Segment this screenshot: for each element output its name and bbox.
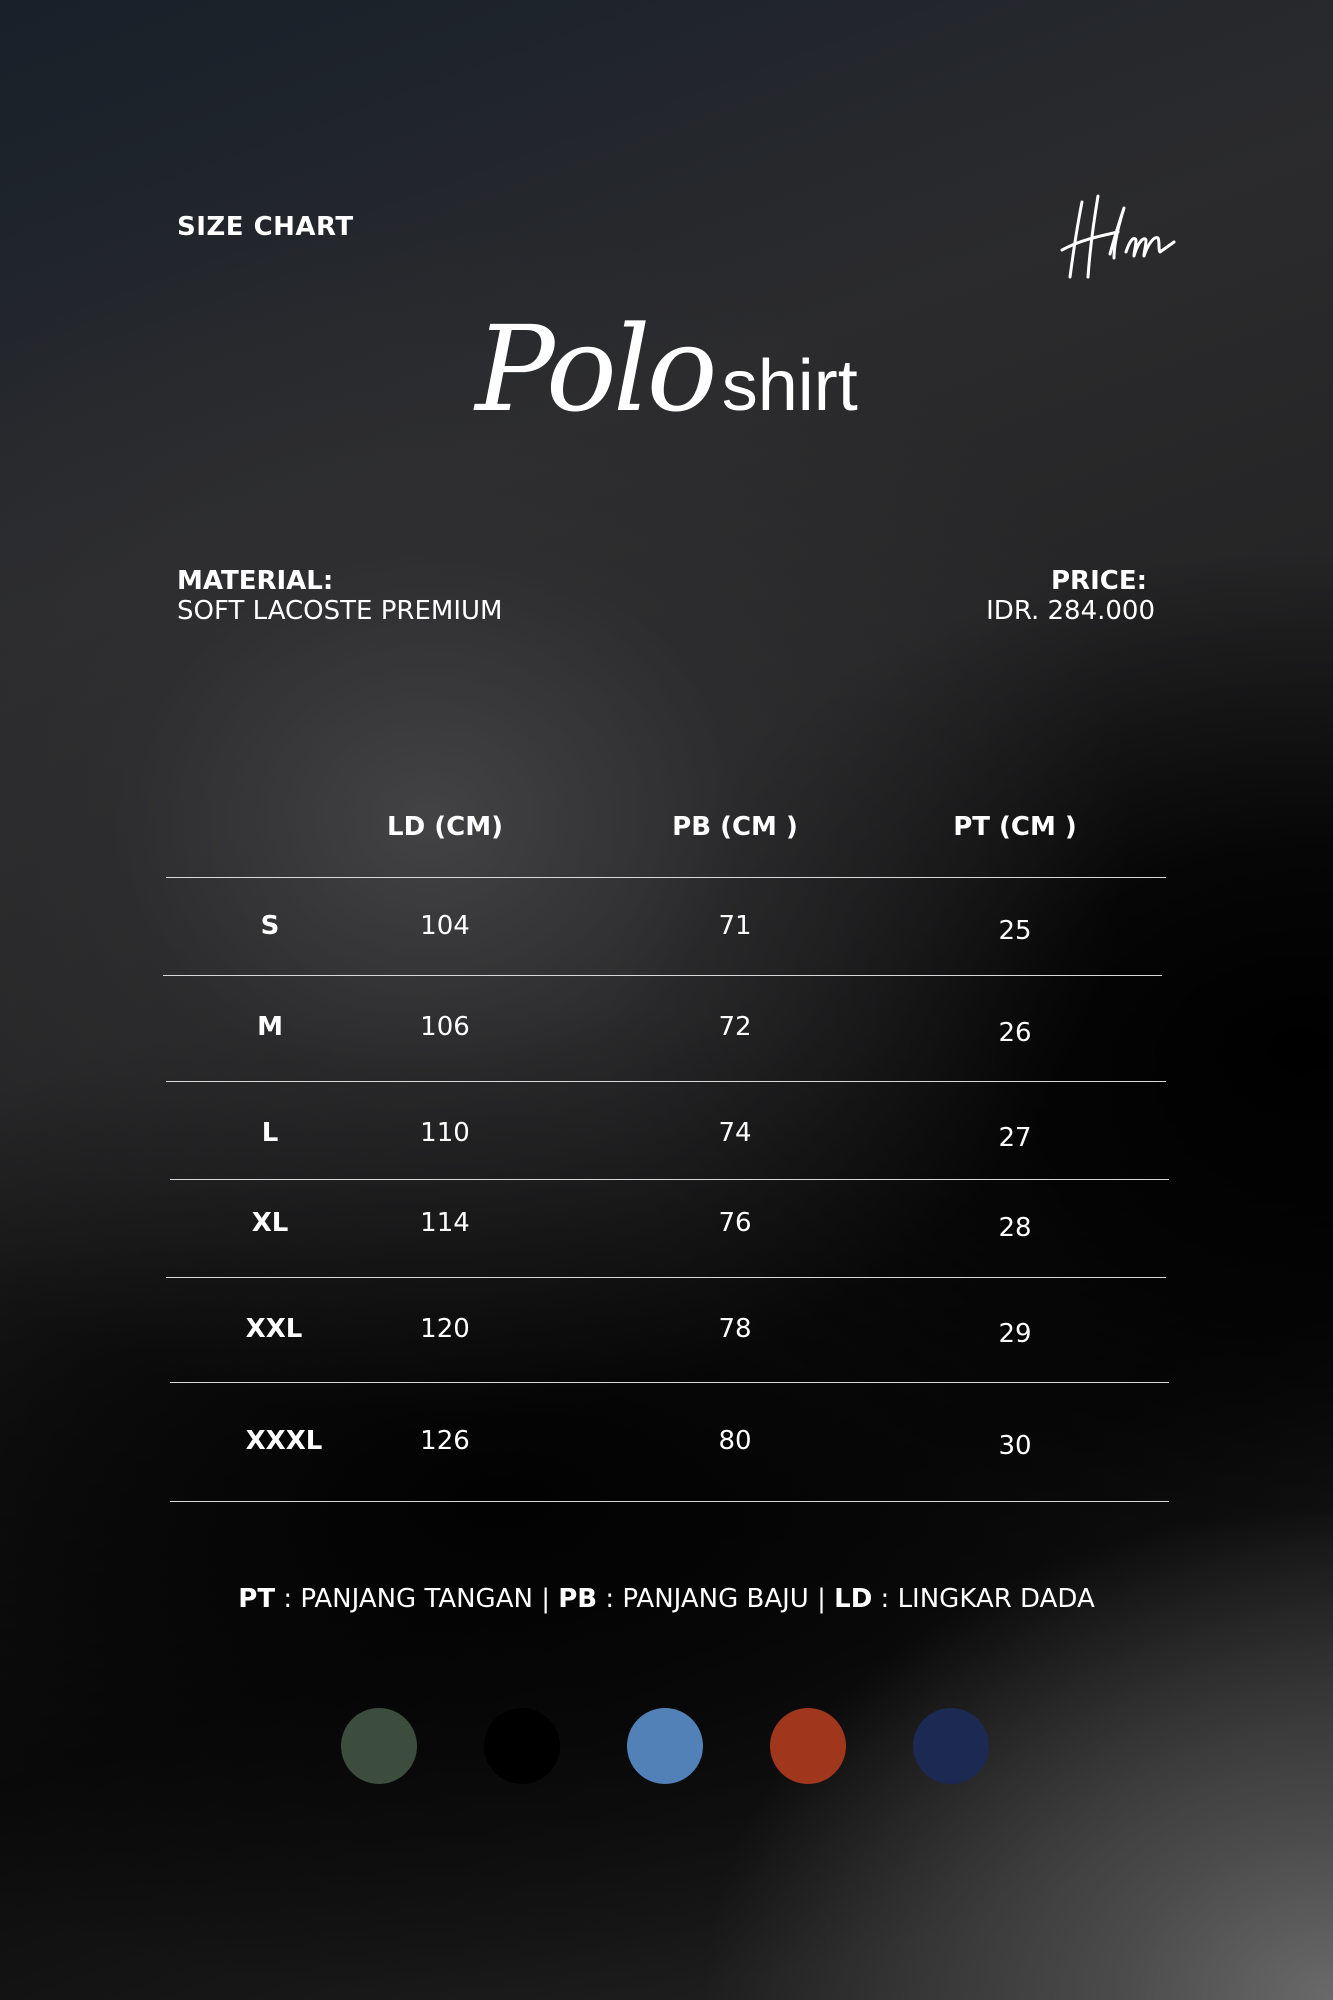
table-divider [166,877,1166,878]
table-divider [170,1179,1169,1180]
pb-cell: 76 [718,1208,752,1238]
column-header-pb: PB (CM ) [672,812,798,842]
table-divider [170,1382,1169,1383]
pt-cell: 25 [998,916,1032,946]
pt-cell: 27 [998,1123,1032,1153]
brand-logo [1060,192,1180,282]
ld-cell: 126 [420,1426,470,1456]
abbreviation-legend [0,1584,1333,1614]
pt-cell: 30 [998,1431,1032,1461]
column-header-ld: LD (CM) [387,812,503,842]
color-swatch-black[interactable] [484,1708,560,1784]
title-sans: shirt [721,346,858,426]
size-cell: XXXL [245,1426,323,1456]
table-divider [166,1277,1166,1278]
table-divider [170,1501,1169,1502]
title-script: Polo [475,300,714,438]
legend-ld-text: : LINGKAR DADA [872,1584,1095,1614]
size-cell: S [260,911,280,941]
ld-cell: 104 [420,911,470,941]
size-chart-label: SIZE CHART [177,212,354,242]
pb-cell: 71 [718,911,752,941]
page-title [0,300,1333,438]
pb-cell: 72 [718,1012,752,1042]
legend-pt-abbr: PT [238,1584,276,1614]
ld-cell: 120 [420,1314,470,1344]
size-cell: L [261,1118,279,1148]
size-cell: M [257,1012,283,1042]
table-divider [163,975,1162,976]
material-value: SOFT LACOSTE PREMIUM [177,596,503,626]
ld-cell: 114 [420,1208,470,1238]
legend-ld-abbr: LD [834,1584,873,1614]
color-swatch-green[interactable] [341,1708,417,1784]
pt-cell: 28 [998,1213,1032,1243]
pt-cell: 29 [998,1319,1032,1349]
color-swatch-rust[interactable] [770,1708,846,1784]
color-swatch-navy[interactable] [913,1708,989,1784]
legend-pb-text: : PANJANG BAJU | [597,1584,835,1614]
ld-cell: 106 [420,1012,470,1042]
size-cell: XXL [245,1314,303,1344]
material-label: MATERIAL: [177,566,334,596]
column-header-pt: PT (CM ) [953,812,1077,842]
pb-cell: 78 [718,1314,752,1344]
ld-cell: 110 [420,1118,470,1148]
table-divider [166,1081,1166,1082]
pb-cell: 74 [718,1118,752,1148]
pt-cell: 26 [998,1018,1032,1048]
pb-cell: 80 [718,1426,752,1456]
price-value: IDR. 284.000 [986,596,1155,626]
size-cell: XL [251,1208,289,1238]
legend-pb-abbr: PB [558,1584,598,1614]
price-label: PRICE: [1051,566,1147,596]
legend-pt-text: : PANJANG TANGAN | [275,1584,559,1614]
color-swatch-blue[interactable] [627,1708,703,1784]
